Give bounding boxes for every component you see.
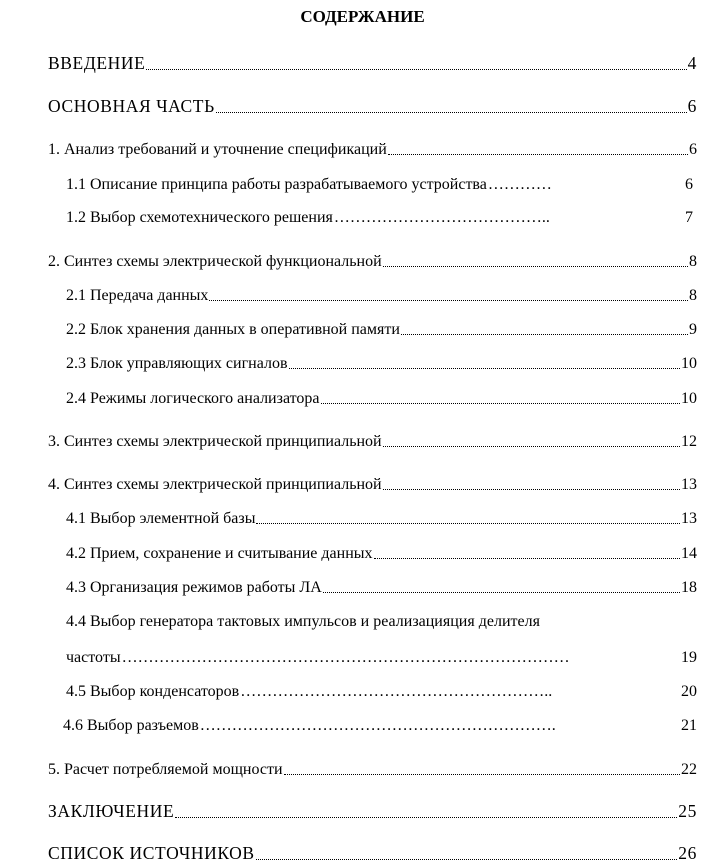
dot-leader — [388, 153, 688, 155]
dot-leader — [146, 68, 686, 70]
toc-entry-page: 4 — [687, 53, 697, 73]
toc-entry[interactable] — [66, 172, 693, 194]
dot-leader — [216, 111, 687, 113]
toc-entry-label: 4.5 Выбор конденсаторов — [66, 683, 240, 700]
toc-entry-label: 4.1 Выбор элементной базы — [66, 510, 256, 527]
toc-entry-page: 8 — [689, 287, 697, 304]
toc-entry-page: 8 — [689, 253, 697, 270]
toc-entry[interactable] — [48, 429, 697, 451]
toc-entry-page: 10 — [681, 390, 697, 407]
toc-entry-label: 1. Анализ требований и уточнение спецификаций — [48, 141, 387, 158]
toc-entry-label: 2.2 Блок хранения данных в оперативной памяти — [66, 321, 400, 338]
page-title: СОДЕРЖАНИЕ — [300, 7, 425, 26]
toc-entry-page: 6 — [685, 176, 693, 193]
toc-entry[interactable] — [66, 541, 697, 563]
toc-entry[interactable] — [66, 351, 697, 373]
toc-entry-label: ОСНОВНАЯ ЧАСТЬ — [48, 96, 215, 116]
leader-text: ………… — [487, 176, 552, 193]
toc-entry-label: 4.6 Выбор разъемов — [63, 717, 199, 734]
dot-leader — [256, 522, 680, 524]
toc-entry-page: 12 — [681, 433, 697, 450]
dot-leader — [323, 591, 680, 593]
toc-entry[interactable] — [66, 317, 697, 339]
dot-leader — [284, 773, 681, 775]
toc-entry-page: 19 — [681, 649, 697, 666]
toc-entry-label: 4.3 Организация режимов работы ЛА — [66, 579, 322, 596]
toc-entry-label: 2.4 Режимы логического анализатора — [66, 390, 320, 407]
dot-leader — [321, 402, 680, 404]
toc-entry-label: 4. Синтез схемы электрической принципиальной — [48, 476, 382, 493]
dot-leader — [383, 265, 688, 267]
toc-entry-page: 7 — [685, 209, 693, 226]
toc-entry[interactable] — [48, 757, 697, 779]
toc-entry[interactable] — [48, 93, 697, 117]
toc-entry[interactable] — [48, 137, 697, 159]
toc-entry-label: ЗАКЛЮЧЕНИЕ — [48, 801, 175, 821]
leader-text: ………………………………………………………………………… — [121, 649, 570, 666]
toc-entry[interactable] — [48, 50, 697, 74]
toc-entry-page: 10 — [681, 355, 697, 372]
dot-leader — [401, 333, 688, 335]
toc-entry[interactable] — [66, 506, 697, 528]
toc-entry[interactable] — [66, 645, 697, 667]
toc-entry[interactable] — [66, 283, 697, 305]
dot-leader — [383, 445, 680, 447]
toc-entry-page: 14 — [681, 545, 697, 562]
toc-entry[interactable] — [48, 840, 697, 864]
toc-entry-page: 26 — [678, 843, 697, 863]
toc-entry-label[interactable]: 4.4 Выбор генератора тактовых импульсов и реализацияция делителя — [66, 613, 540, 630]
toc-entry-label: 1.2 Выбор схемотехнического решения — [66, 209, 333, 226]
dot-leader — [175, 816, 677, 818]
toc-entry-label: 4.2 Прием, сохранение и считывание данных — [66, 545, 373, 562]
toc-entry[interactable] — [66, 205, 693, 227]
toc-entry-label: ВВЕДЕНИЕ — [48, 53, 146, 73]
toc-entry-page: 6 — [689, 141, 697, 158]
toc-entry[interactable] — [66, 575, 697, 597]
leader-text: …………………………………………………………. — [199, 717, 556, 734]
toc-entry-page: 21 — [681, 717, 697, 734]
toc-entry[interactable] — [48, 798, 697, 822]
toc-entry[interactable] — [48, 249, 697, 271]
leader-text: ………………………………….. — [333, 209, 550, 226]
toc-entry-page: 13 — [681, 476, 697, 493]
toc-entry-page: 20 — [681, 683, 697, 700]
toc-entry[interactable] — [63, 713, 697, 735]
dot-leader — [374, 557, 680, 559]
toc-entry-label: 3. Синтез схемы электрической принципиальной — [48, 433, 382, 450]
dot-leader — [289, 367, 681, 369]
toc-entry-page: 25 — [678, 801, 697, 821]
toc-entry-page: 6 — [687, 96, 697, 116]
toc-entry-label: СПИСОК ИСТОЧНИКОВ — [48, 843, 255, 863]
toc-entry-label: 1.1 Описание принципа работы разрабатываемого устройства — [66, 176, 487, 193]
toc-entry[interactable] — [48, 472, 697, 494]
toc-entry[interactable] — [66, 679, 697, 701]
toc-entry-label: 2.1 Передача данных — [66, 287, 209, 304]
toc-entry-page: 22 — [681, 761, 697, 778]
toc-entry-label: частоты — [66, 649, 121, 666]
toc-entry-label: 2.3 Блок управляющих сигналов — [66, 355, 288, 372]
toc-entry[interactable] — [66, 386, 697, 408]
toc-entry-page: 13 — [681, 510, 697, 527]
toc-entry-label: 5. Расчет потребляемой мощности — [48, 761, 283, 778]
toc-entry-label: 2. Синтез схемы электрической функциональной — [48, 253, 382, 270]
dot-leader — [256, 858, 678, 860]
dot-leader — [383, 488, 680, 490]
leader-text: ………………………………………………….. — [240, 683, 553, 700]
toc-entry-page: 18 — [681, 579, 697, 596]
dot-leader — [209, 299, 688, 301]
toc-entry-page: 9 — [689, 321, 697, 338]
